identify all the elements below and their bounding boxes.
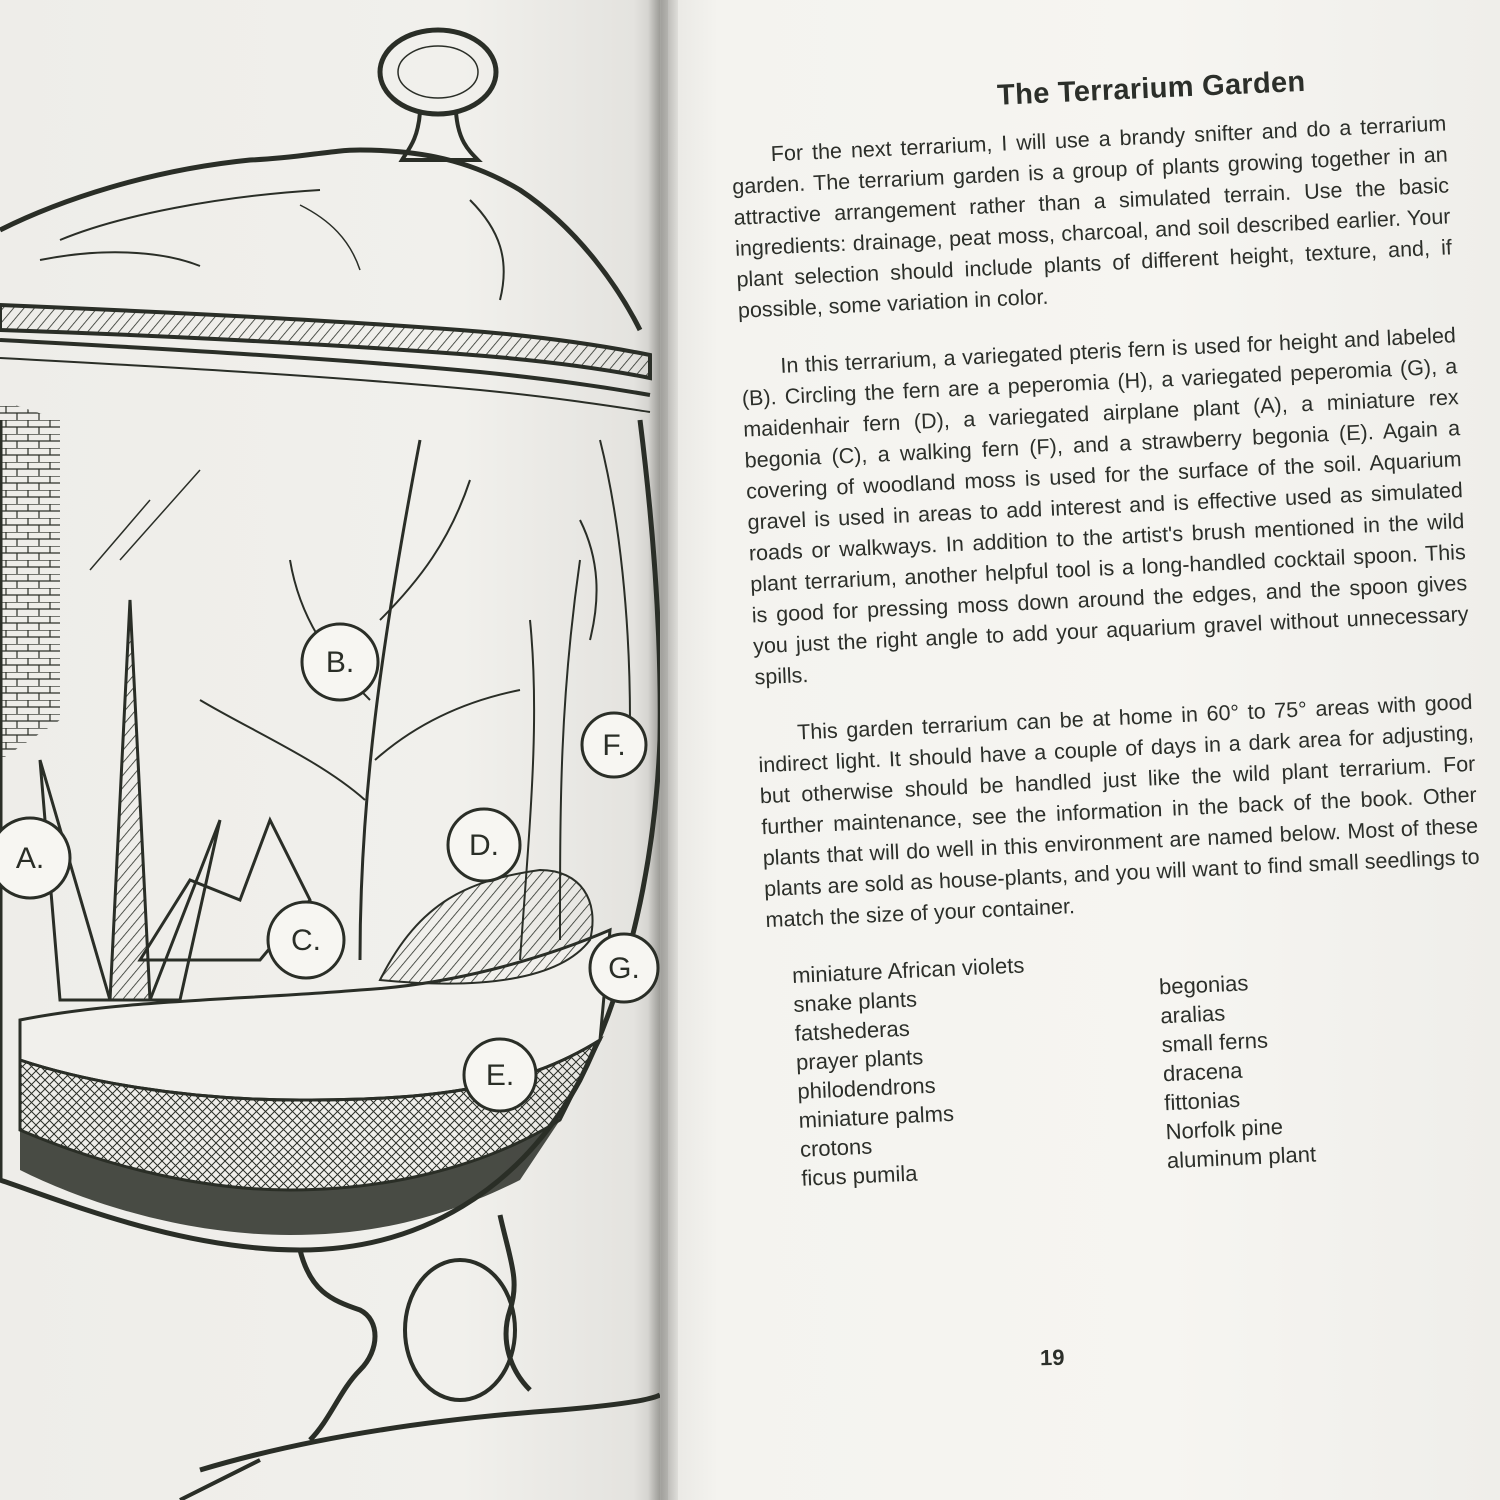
- list-item: fittonias: [1163, 1086, 1241, 1116]
- list-item: prayer plants: [795, 1044, 924, 1075]
- svg-text:C.: C.: [291, 924, 321, 957]
- list-item: small ferns: [1161, 1027, 1269, 1058]
- stem-and-foot: [180, 1215, 660, 1500]
- svg-text:A.: A.: [15, 842, 45, 875]
- plant-label-g: [590, 934, 658, 1002]
- list-item: dracena: [1162, 1057, 1243, 1087]
- list-item: fatshederas: [794, 1015, 911, 1046]
- lid-dome: [0, 150, 640, 330]
- svg-text:B.: B.: [325, 646, 355, 679]
- plant-label-d: [448, 809, 520, 881]
- list-item: miniature palms: [798, 1100, 955, 1133]
- list-item: snake plants: [792, 986, 918, 1017]
- plant-label-b: [302, 624, 378, 700]
- rim-band: [0, 305, 650, 412]
- page-text-block: [728, 60, 1493, 1192]
- list-item: begonias: [1158, 970, 1249, 1000]
- svg-text:F.: F.: [602, 729, 626, 762]
- terrarium-illustration: [0, 0, 660, 1500]
- plant-label-c: [268, 902, 344, 978]
- plant-list-right: [1158, 966, 1316, 1176]
- paragraph-intro: For the next terrarium, I will use a brandy snifter and do a terrarium garden. The terrarium garden is a group of plants growing together in an attractive arrangement rather than a simulated terrain. Use the basic ingredients: drainage, peat moss, charcoal, and soil described earlier. Your plant selection should include plants of different height, texture, and, if possible, some variation in color.: [731, 111, 1453, 323]
- plant-label-e: [464, 1039, 536, 1111]
- plant-lists: [768, 930, 1494, 1192]
- paragraph-care: This garden terrarium can be at home in 60° to 75° areas with good indirect light. It should have a couple of days in a dark area for adjusting, but otherwise should be handled just like the wild plant terrarium. For further maintenance, see the information in the back of the book. Other plants that will do well in this environment are named below. Most of these plants are sold as house-plants, and you will want to find small seedlings to match the size of your container.: [758, 689, 1481, 933]
- list-item: crotons: [799, 1133, 873, 1162]
- svg-text:D.: D.: [469, 829, 499, 862]
- list-item: philodendrons: [796, 1072, 937, 1104]
- list-item: miniature African violets: [791, 952, 1025, 988]
- lid-knob: [380, 30, 496, 160]
- list-item: Norfolk pine: [1165, 1113, 1284, 1145]
- paragraph-plant-description: In this terrarium, a variegated pteris fern is used for height and labeled (B). Circling the fern are a peperomia (H), a variegated peperomia (G), a maidenhair fern (D), a variegated airplane plant (A), a miniature rex begonia (C), a walking fern (F), and a strawberry begonia (E). Again a covering of woodland moss is used for the surface of the soil. Aquarium gravel is used in areas to add interest and is effective used as simulated roads or walkways. In addition to the artist's brush mentioned in the wild plant terrarium, another helpful tool is a long-handled cocktail spoon. This is good for pressing moss down around the edges, and the spoon gives you just the right angle to add your aquarium gravel without unnecessary spills.: [741, 323, 1469, 690]
- svg-text:E.: E.: [485, 1059, 515, 1092]
- list-item: aluminum plant: [1166, 1141, 1317, 1174]
- page-title: The Terrarium Garden: [996, 65, 1307, 112]
- page-number: 19: [1039, 1344, 1065, 1371]
- plant-list-left: [791, 950, 1034, 1192]
- list-item: aralias: [1159, 1000, 1226, 1029]
- svg-text:G.: G.: [608, 952, 640, 985]
- plant-label-f: [582, 713, 646, 777]
- plant-label-a: [0, 818, 70, 898]
- plant-airplane-a: [40, 600, 220, 1000]
- list-item: ficus pumila: [800, 1160, 918, 1191]
